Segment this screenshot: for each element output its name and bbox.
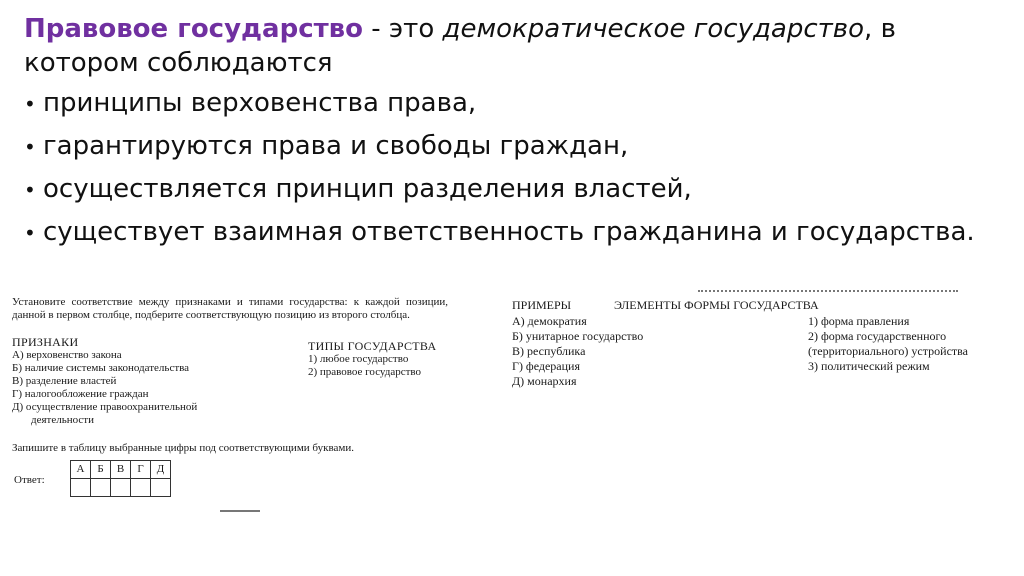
bullet-item	[24, 88, 984, 119]
task2-element-item: 2) форма государственного	[808, 329, 947, 343]
bullet-text: принципы верховенства права,	[43, 88, 477, 118]
definition-emphasis: демократическое государство	[442, 14, 865, 44]
definition-term: Правовое государство	[24, 14, 363, 44]
table-answer-cell	[131, 479, 151, 497]
task1-intro: Установите соответствие между признаками и типами государства: к каждой позиции, данной в первом столбце, подберите соответствующую позицию из второго столбца.	[12, 296, 448, 321]
task2-example-item: В) республика	[512, 344, 586, 358]
table-header-cell: Г	[131, 461, 151, 479]
table-header-row	[71, 461, 171, 479]
task1-type-item: 1) любое государство	[308, 353, 409, 365]
task1-types-header: ТИПЫ ГОСУДАРСТВА	[308, 339, 437, 353]
definition-bullet-list	[24, 88, 984, 260]
definition-connector: - это	[363, 14, 443, 44]
table-answer-cell	[71, 479, 91, 497]
scan-artifact-dots	[698, 290, 958, 298]
task2-example-item: Б) унитарное государство	[512, 329, 644, 343]
task1-answer-label: Ответ:	[14, 474, 45, 486]
bullet-item	[24, 217, 984, 248]
table-header-cell: А	[71, 461, 91, 479]
bullet-text: существует взаимная ответственность гражданина и государства.	[43, 217, 975, 247]
bullet-item	[24, 174, 984, 205]
task1-signs-column	[12, 336, 272, 427]
bullet-text: осуществляется принцип разделения властей,	[43, 174, 692, 204]
table-answer-row	[71, 479, 171, 497]
task2-element-item: 1) форма правления	[808, 314, 910, 328]
task2-examples-header: ПРИМЕРЫ	[512, 298, 572, 312]
bullet-dot-icon: •	[24, 221, 36, 245]
task2-example-item: Д) монархия	[512, 374, 577, 388]
task2-element-item: 3) политический режим	[808, 359, 930, 373]
task2-elements-header: ЭЛЕМЕНТЫ ФОРМЫ ГОСУДАРСТВА	[614, 298, 819, 312]
task1-sign-item: Б) наличие системы законодательства	[12, 362, 190, 374]
task1-signs-header: ПРИЗНАКИ	[12, 335, 79, 349]
task1-answer-table	[70, 460, 171, 497]
table-header-cell: Д	[151, 461, 171, 479]
bullet-item	[24, 131, 984, 162]
table-header-cell: В	[111, 461, 131, 479]
bullet-dot-icon: •	[24, 135, 36, 159]
task1-sign-item: А) верховенство закона	[12, 349, 122, 361]
task2-example-item: А) демократия	[512, 314, 587, 328]
task2-example-item: Г) федерация	[512, 359, 580, 373]
task1-types-column	[308, 340, 458, 379]
task1-sign-item: Г) налогообложение граждан	[12, 388, 149, 400]
bullet-dot-icon: •	[24, 178, 36, 202]
table-answer-cell	[151, 479, 171, 497]
bullet-dot-icon: •	[24, 92, 36, 116]
task1-type-item: 2) правовое государство	[308, 366, 422, 378]
definition-headline	[24, 12, 1014, 80]
task1-sign-item: В) разделение властей	[12, 375, 117, 387]
table-answer-cell	[111, 479, 131, 497]
scan-artifact-line	[220, 510, 260, 512]
task1-sign-item: Д) осуществление правоохранительной	[12, 401, 198, 413]
table-header-cell: Б	[91, 461, 111, 479]
task2-elements-column	[808, 314, 1008, 374]
task1-instruction: Запишите в таблицу выбранные цифры под соответствующими буквами.	[12, 442, 354, 454]
task2-examples-column	[512, 314, 802, 389]
bullet-text: гарантируются права и свободы граждан,	[43, 131, 629, 161]
task1-sign-item-continuation: деятельности	[31, 414, 94, 426]
table-answer-cell	[91, 479, 111, 497]
task2-element-item: (территориального) устройства	[808, 344, 968, 358]
definition-rest: , в котором соблюдаются	[24, 14, 896, 78]
